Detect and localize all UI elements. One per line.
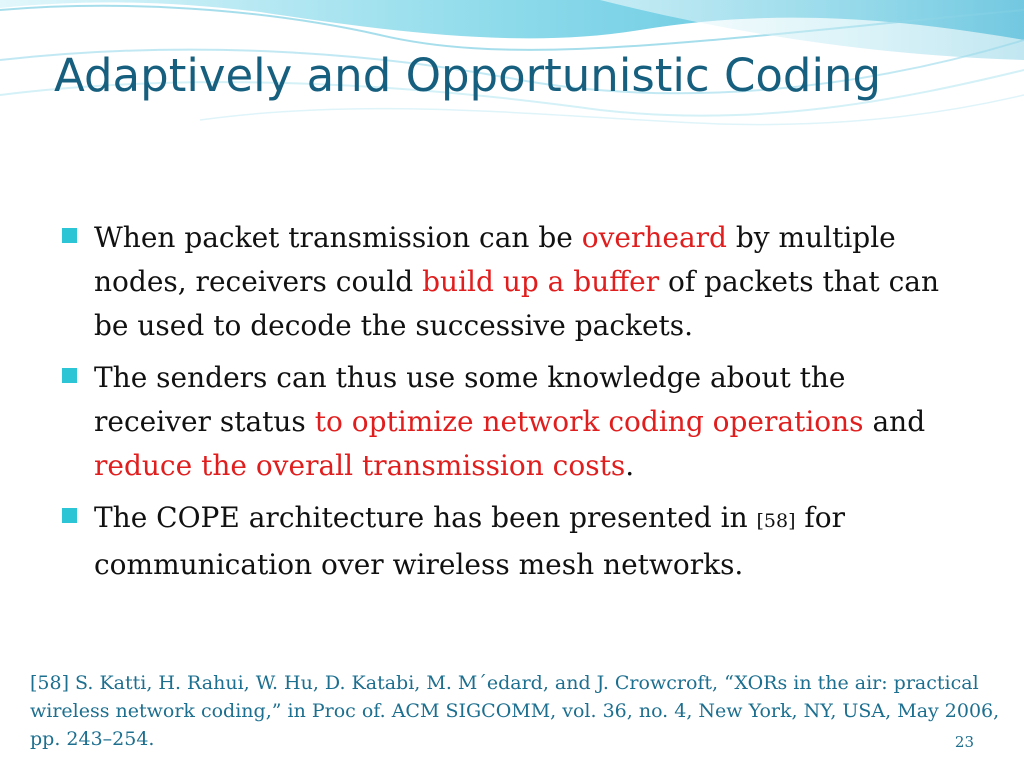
text-run: . (625, 449, 635, 482)
highlighted-text: to optimize network coding operations (314, 405, 864, 438)
bullet-item (62, 356, 962, 488)
slide-title: Adaptively and Opportunistic Coding (54, 49, 882, 102)
bullet-text (94, 216, 962, 348)
bullet-item (62, 216, 962, 348)
bullet-list (62, 216, 962, 595)
citation-ref: [58] (756, 510, 796, 532)
bullet-text (94, 356, 962, 488)
text-run: The senders can thus use some knowledge about the receiver status (94, 361, 846, 438)
square-bullet-icon (62, 368, 77, 383)
text-run: of packets that can be used to decode the successive packets. (94, 265, 939, 342)
text-run: The COPE architecture has been presented in (94, 501, 757, 534)
page-number: 23 (954, 733, 974, 751)
highlighted-text: reduce the overall transmission costs (94, 449, 626, 482)
text-run: and (863, 405, 926, 438)
text-run: for communication over wireless mesh networks. (94, 501, 846, 581)
reference-footnote: [58] S. Katti, H. Rahui, W. Hu, D. Katabi, M. M´edard, and J. Crowcroft, “XORs in the air: practical wireless network coding,” in Proc of. ACM SIGCOMM, vol. 36, no. 4, New York, NY, USA, May 2006, pp. 243–254. (30, 672, 1000, 750)
highlighted-text: build up a buffer (422, 265, 660, 298)
highlighted-text: overheard (581, 221, 727, 254)
bullet-item (62, 496, 962, 587)
bullet-text (94, 496, 962, 587)
text-run: by multiple nodes, receivers could (94, 221, 896, 298)
square-bullet-icon (62, 228, 77, 243)
text-run: When packet transmission can be (94, 221, 582, 254)
square-bullet-icon (62, 508, 77, 523)
